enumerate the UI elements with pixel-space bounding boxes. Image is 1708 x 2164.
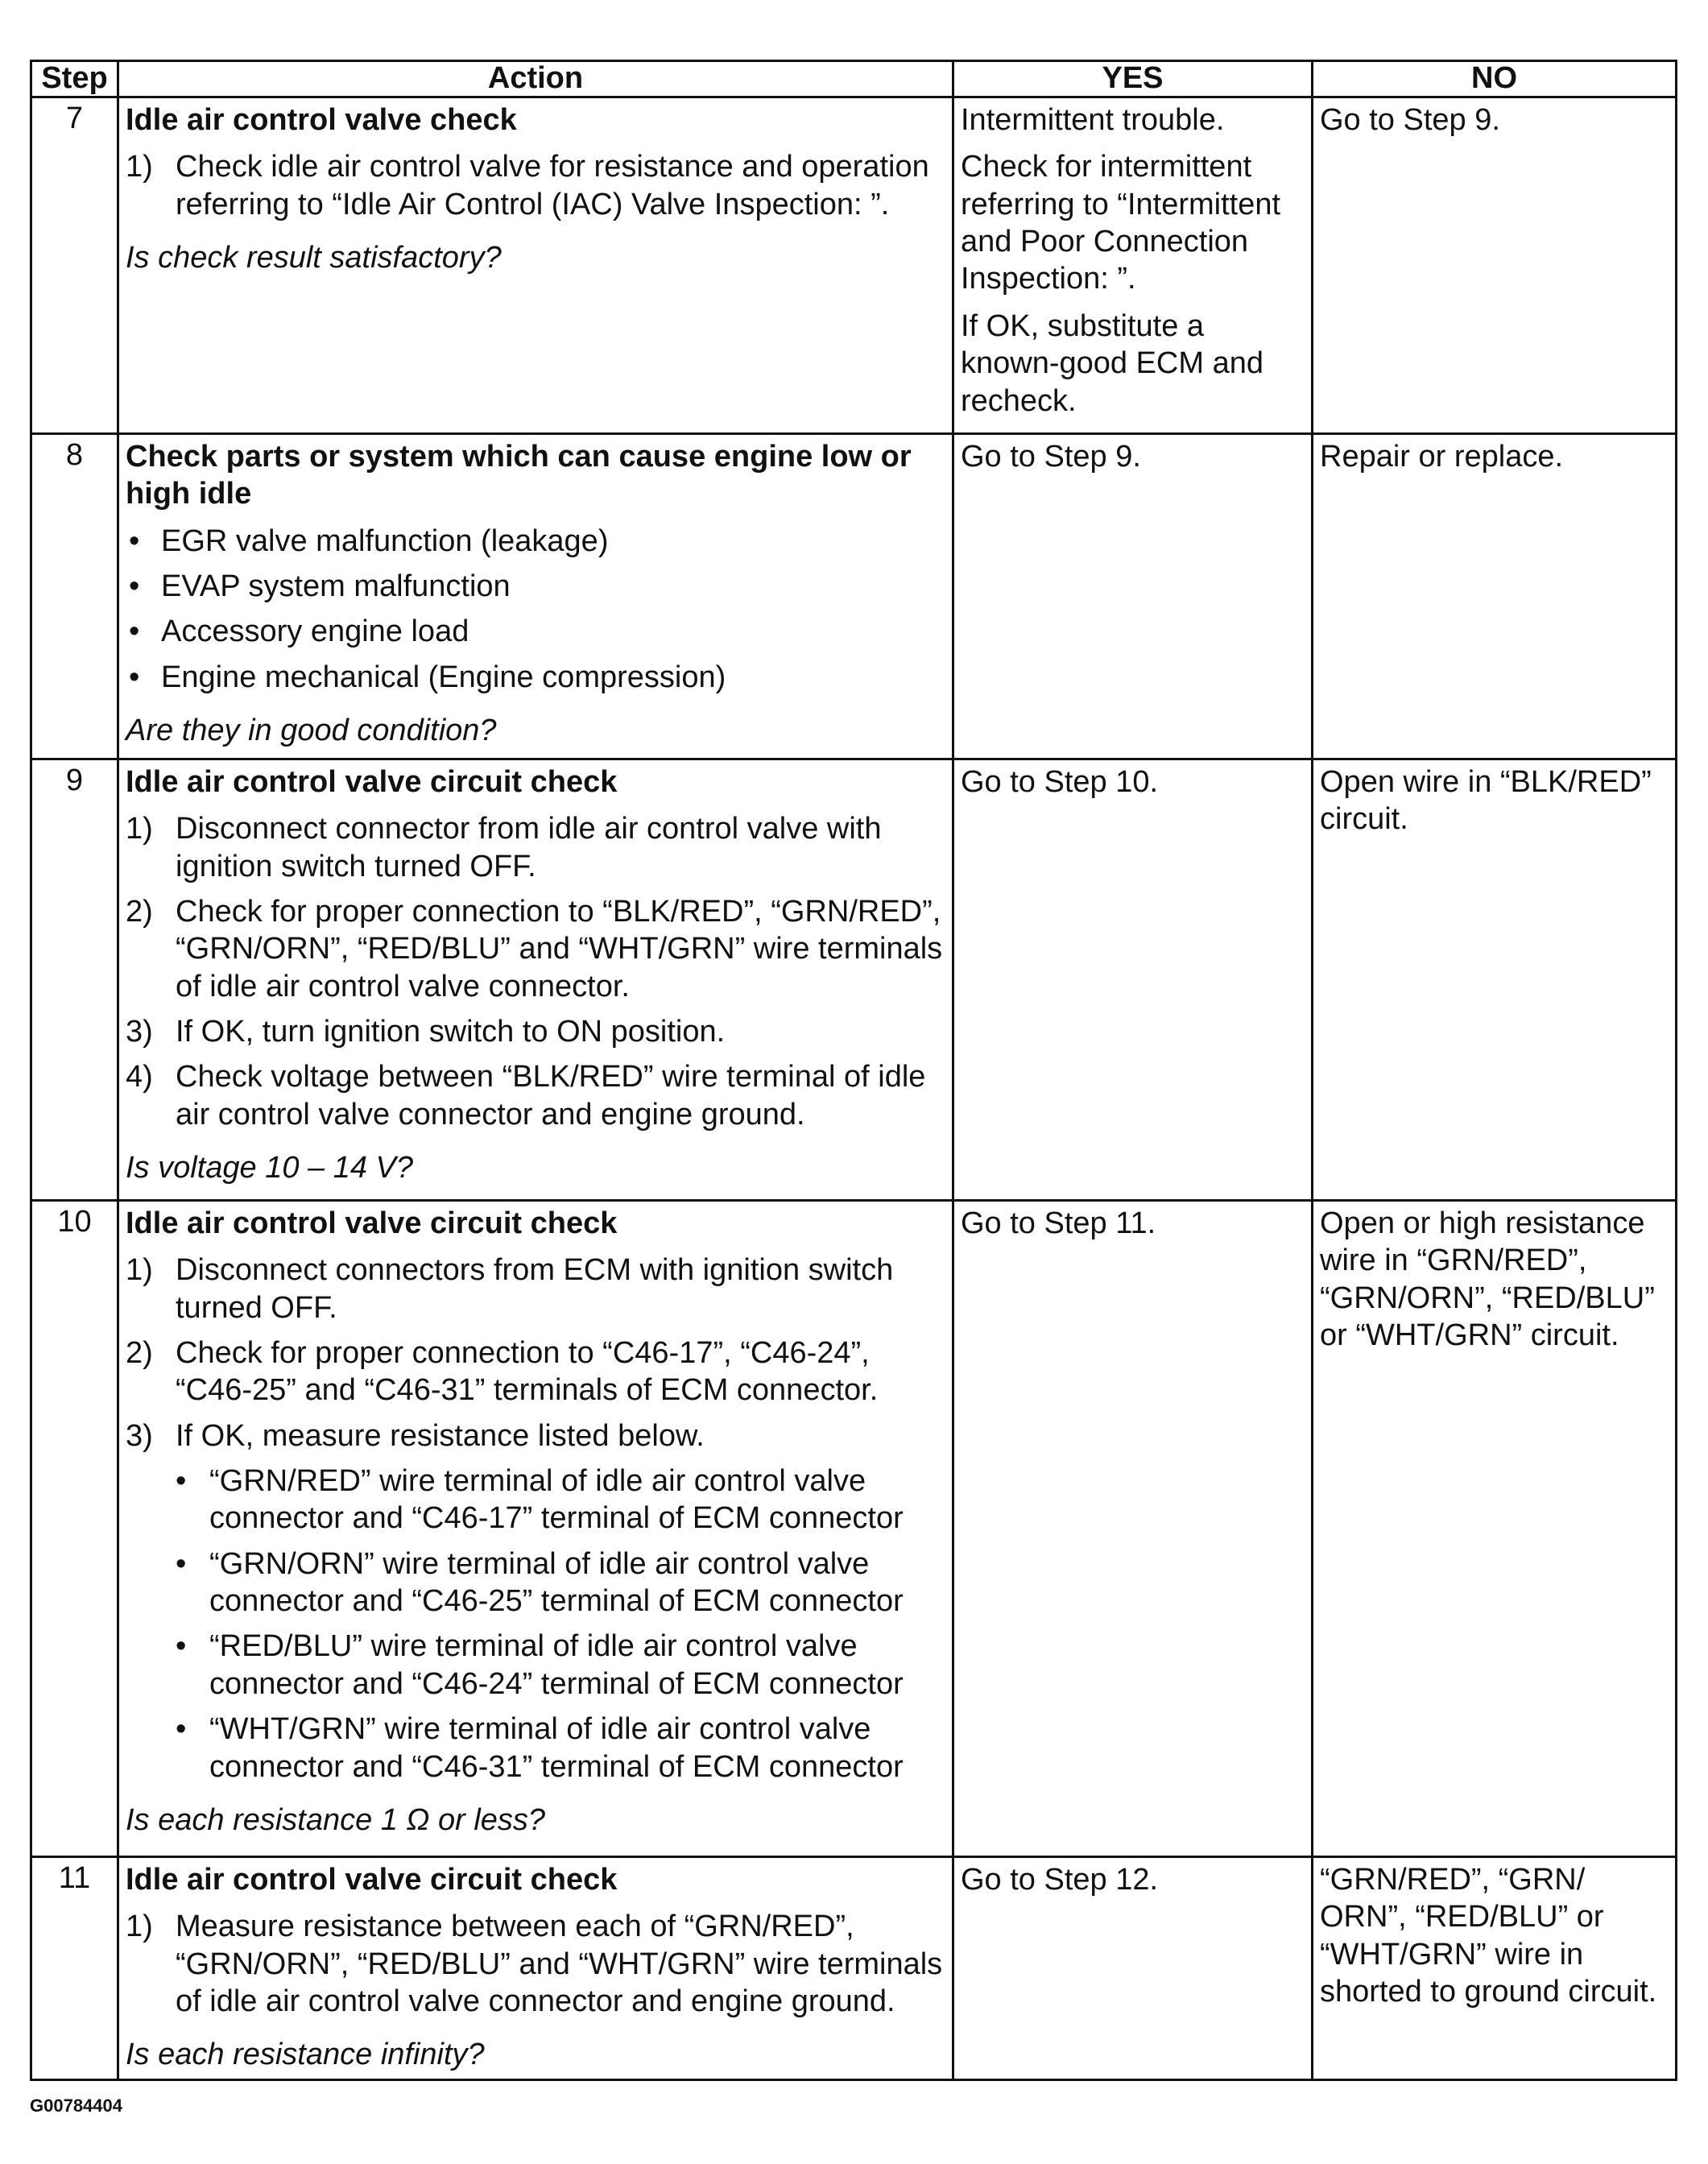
step-title: Idle air control valve circuit check — [126, 1862, 618, 1897]
action-item — [126, 893, 945, 1005]
yes-cell: Go to Step 10. — [953, 759, 1313, 1200]
sub-bullet-text: “GRN/ORN” wire terminal of idle air control valve connector and “C46-25” terminal of ECM connector — [209, 1546, 904, 1619]
step-title: Check parts or system which can cause engine low or high idle — [126, 439, 912, 511]
bullet-icon: • — [176, 1712, 187, 1747]
bullet-text: EGR valve malfunction (leakage) — [161, 523, 609, 558]
sub-bullet-item — [176, 1628, 945, 1703]
yes-cell: Go to Step 9. — [953, 433, 1313, 759]
header-no: NO — [1313, 61, 1677, 97]
bullet-text: EVAP system malfunction — [161, 569, 511, 603]
table-row — [31, 1200, 1677, 1856]
action-item — [126, 1334, 945, 1409]
action-item — [126, 1252, 945, 1326]
header-action: Action — [118, 61, 953, 97]
sub-bullet-text: “RED/BLU” wire terminal of idle air control valve connector and “C46-24” terminal of ECM connector — [209, 1629, 904, 1701]
table-row — [31, 759, 1677, 1200]
item-number: 3) — [126, 1418, 153, 1453]
step-question: Are they in good condition? — [126, 714, 497, 748]
no-cell: Open or high resistance wire in “GRN/RED”, “GRN/ORN”, “RED/BLU” or “WHT/GRN” circuit. — [1313, 1200, 1677, 1856]
bullet-item — [126, 659, 945, 696]
item-number: 4) — [126, 1060, 153, 1094]
action-cell — [118, 1200, 953, 1856]
header-row — [31, 61, 1677, 97]
step-question: Is each resistance infinity? — [126, 2038, 485, 2072]
no-cell: Repair or replace. — [1313, 433, 1677, 759]
bullet-icon: • — [176, 1629, 187, 1664]
bullet-icon: • — [176, 1464, 187, 1499]
step-number: 9 — [31, 759, 118, 1200]
no-cell: Go to Step 9. — [1313, 97, 1677, 434]
step-number: 7 — [31, 97, 118, 434]
bullet-text: Accessory engine load — [161, 614, 469, 649]
step-question: Is each resistance 1 Ω or less? — [126, 1802, 546, 1837]
action-item — [126, 148, 945, 223]
bullet-icon: • — [129, 569, 140, 603]
diagnostic-table — [30, 60, 1677, 2081]
sub-bullet-text: “GRN/RED” wire terminal of idle air control valve connector and “C46-17” terminal of ECM connector — [209, 1464, 904, 1536]
sub-bullet-text: “WHT/GRN” wire terminal of idle air control valve connector and “C46-31” terminal of ECM connector — [209, 1712, 904, 1784]
yes-cell — [953, 97, 1313, 434]
sub-bullet-item — [176, 1545, 945, 1620]
item-number: 1) — [126, 1253, 153, 1288]
item-text: If OK, measure resistance listed below. — [176, 1418, 705, 1453]
sub-bullet-item — [176, 1711, 945, 1785]
step-number: 8 — [31, 433, 118, 759]
item-text: Check idle air control valve for resistance and operation referring to “Idle Air Control (IAC) Valve Inspection: ”. — [176, 150, 929, 221]
bullet-icon: • — [176, 1546, 187, 1581]
header-yes: YES — [953, 61, 1313, 97]
table-row — [31, 433, 1677, 759]
header-step: Step — [31, 61, 118, 97]
action-item — [126, 810, 945, 885]
sub-bullet-item — [176, 1463, 945, 1537]
bullet-icon: • — [129, 614, 140, 649]
no-cell: “GRN/RED”, “GRN/ ORN”, “RED/BLU” or “WHT/GRN” wire in shorted to ground circuit. — [1313, 1856, 1677, 2079]
figure-code: G00784404 — [30, 2096, 122, 2116]
action-cell — [118, 1856, 953, 2079]
item-text: Check voltage between “BLK/RED” wire terminal of idle air control valve connector and engine ground. — [176, 1060, 926, 1132]
item-number: 1) — [126, 812, 153, 846]
action-cell — [118, 97, 953, 434]
step-question: Is check result satisfactory? — [126, 241, 502, 275]
item-number: 1) — [126, 1910, 153, 1944]
action-item — [126, 1908, 945, 2020]
action-cell — [118, 759, 953, 1200]
item-text: Disconnect connector from idle air control valve with ignition switch turned OFF. — [176, 812, 882, 883]
item-text: Measure resistance between each of “GRN/RED”, “GRN/ORN”, “RED/BLU” and “WHT/GRN” wire terminals of idle air control valve connector and engine ground. — [176, 1910, 943, 2018]
item-text: Disconnect connectors from ECM with ignition switch turned OFF. — [176, 1253, 894, 1325]
no-cell: Open wire in “BLK/RED” circuit. — [1313, 759, 1677, 1200]
bullet-icon: • — [129, 660, 140, 694]
table-row — [31, 97, 1677, 434]
bullet-icon: • — [129, 523, 140, 558]
yes-text: Check for intermittent referring to “Intermittent and Poor Connection Inspection: ”. — [961, 150, 1281, 296]
bullet-item — [126, 523, 945, 560]
yes-text: If OK, substitute a known-good ECM and recheck. — [961, 308, 1263, 418]
item-number: 3) — [126, 1015, 153, 1049]
step-title: Idle air control valve circuit check — [126, 764, 618, 799]
step-number: 10 — [31, 1200, 118, 1856]
item-text: Check for proper connection to “C46-17”, “C46-24”, “C46-25” and “C46-31” terminals of ECM connector. — [176, 1335, 879, 1408]
step-title: Idle air control valve circuit check — [126, 1206, 618, 1240]
step-number: 11 — [31, 1856, 118, 2079]
bullet-text: Engine mechanical (Engine compression) — [161, 660, 726, 694]
yes-text: Intermittent trouble. — [961, 103, 1225, 137]
table-row — [31, 1856, 1677, 2079]
step-title: Idle air control valve check — [126, 103, 517, 137]
item-number: 2) — [126, 1335, 153, 1370]
step-question: Is voltage 10 – 14 V? — [126, 1151, 414, 1185]
action-cell — [118, 433, 953, 759]
item-number: 1) — [126, 150, 153, 184]
action-item — [126, 1013, 945, 1050]
action-item — [126, 1417, 945, 1454]
bullet-item — [126, 568, 945, 605]
bullet-item — [126, 613, 945, 650]
yes-cell: Go to Step 11. — [953, 1200, 1313, 1856]
yes-cell: Go to Step 12. — [953, 1856, 1313, 2079]
item-number: 2) — [126, 894, 153, 929]
action-item — [126, 1058, 945, 1133]
item-text: If OK, turn ignition switch to ON position. — [176, 1015, 726, 1049]
item-text: Check for proper connection to “BLK/RED”, “GRN/RED”, “GRN/ORN”, “RED/BLU” and “WHT/GRN” wire terminals of idle air control valve connector. — [176, 894, 943, 1003]
